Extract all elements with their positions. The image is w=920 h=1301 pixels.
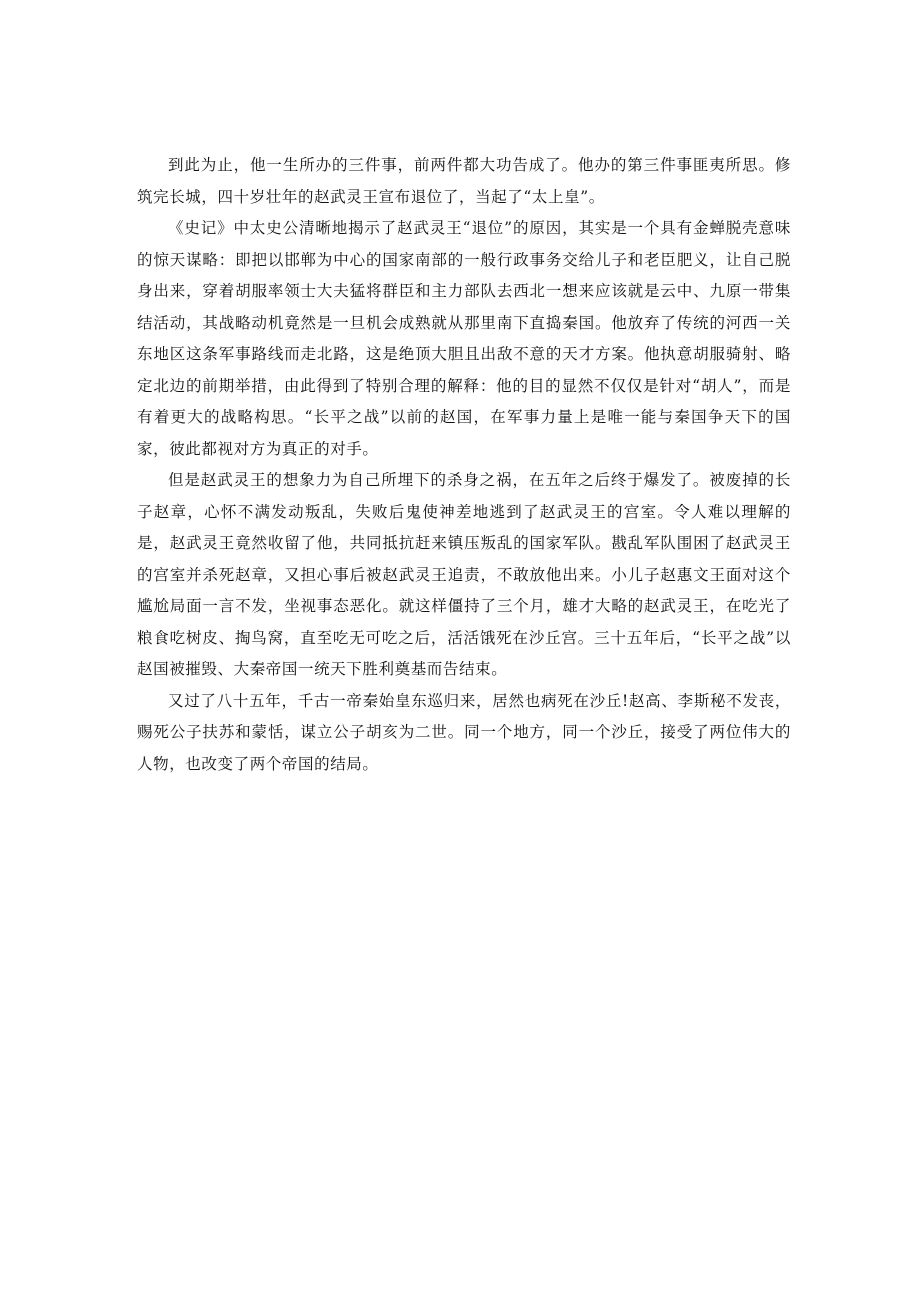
paragraph-4: 又过了八十五年，千古一帝秦始皇东巡归来，居然也病死在沙丘!赵高、李斯秘不发丧，赐死公子扶苏和蒙恬，谋立公子胡亥为二世。同一个地方，同一个沙丘，接受了两位伟大的人物，也改变了两个帝国的结局。 <box>137 691 791 773</box>
document-body <box>137 150 791 780</box>
paragraph-2: 《史记》中太史公清晰地揭示了赵武灵王“退位”的原因，其实是一个具有金蝉脱壳意味的惊天谋略：即把以邯郸为中心的国家南部的一般行政事务交给儿子和老臣肥义，让自己脱身出来，穿着胡服率领士大夫猛将群臣和主力部队去西北一想来应该就是云中、九原一带集结活动，其战略动机竟然是一旦机会成熟就从那里南下直捣秦国。他放弃了传统的河西一关东地区这条军事路线而走北路，这是绝顶大胆且出敌不意的天才方案。他执意胡服骑射、略定北边的前期举措，由此得到了特别合理的解释：他的目的显然不仅仅是针对“胡人”，而是有着更大的战略构思。“长平之战”以前的赵国，在军事力量上是唯一能与秦国争天下的国家，彼此都视对方为真正的对手。 <box>137 219 791 458</box>
paragraph-3: 但是赵武灵王的想象力为自己所埋下的杀身之祸，在五年之后终于爆发了。被废掉的长子赵章，心怀不满发动叛乱，失败后鬼使神差地逃到了赵武灵王的宫室。令人难以理解的是，赵武灵王竟然收留了他，共同抵抗赶来镇压叛乱的国家军队。戡乱军队围困了赵武灵王的宫室并杀死赵章，又担心事后被赵武灵王追责，不敢放他出来。小儿子赵惠文王面对这个尴尬局面一言不发，坐视事态恶化。就这样僵持了三个月，雄才大略的赵武灵王，在吃光了粮食吃树皮、掏鸟窝，直至吃无可吃之后，活活饿死在沙丘宫。三十五年后，“长平之战”以赵国被摧毁、大秦帝国一统天下胜利奠基而告结束。 <box>137 471 791 678</box>
paragraph-1: 到此为止，他一生所办的三件事，前两件都大功告成了。他办的第三件事匪夷所思。修筑完长城，四十岁壮年的赵武灵王宣布退位了，当起了“太上皇”。 <box>137 156 791 206</box>
